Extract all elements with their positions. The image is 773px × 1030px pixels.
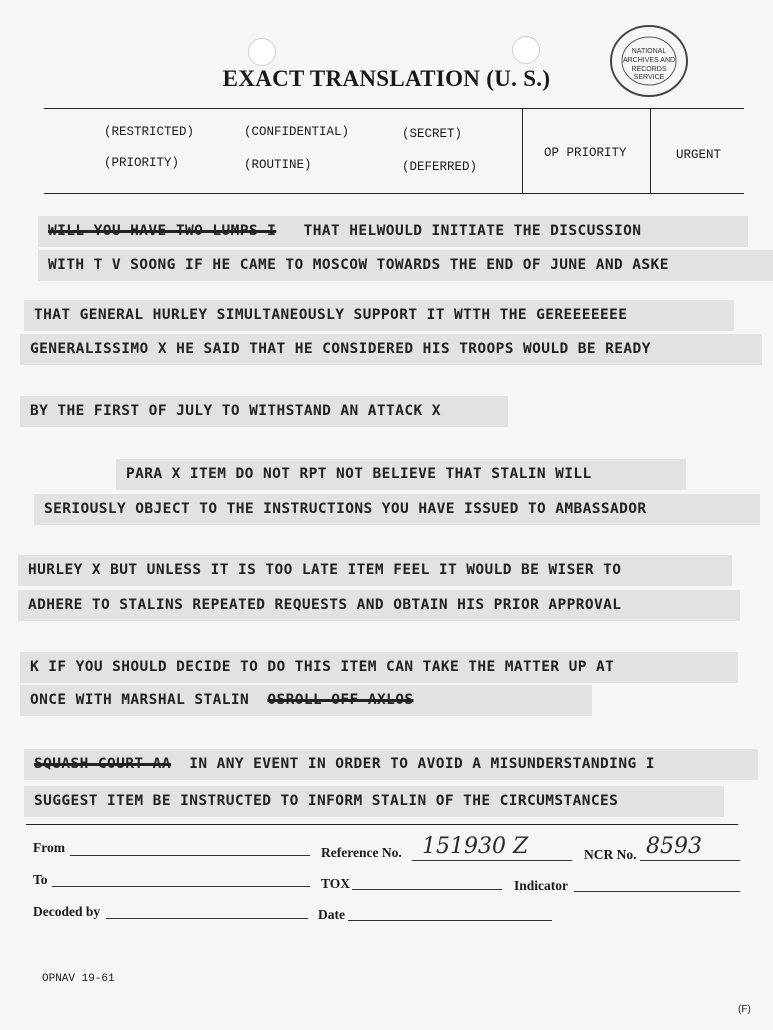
message-line bbox=[18, 555, 732, 586]
op-priority-label: OP PRIORITY bbox=[544, 146, 627, 160]
tox-label: TOX bbox=[321, 876, 351, 891]
message-line bbox=[18, 590, 740, 621]
message-text: BY THE FIRST OF JULY TO WITHSTAND AN ATTACK X bbox=[30, 403, 441, 419]
reference-value: 151930 Z bbox=[422, 834, 529, 859]
punch-hole-left bbox=[248, 38, 276, 66]
svg-text:SERVICE: SERVICE bbox=[633, 74, 665, 81]
to-field bbox=[52, 886, 310, 887]
message-text: SUGGEST ITEM BE INSTRUCTED TO INFORM STALIN OF THE CIRCUMSTANCES bbox=[34, 793, 619, 809]
message-text: WITH T V SOONG IF HE CAME TO MOSCOW TOWARDS THE END OF JUNE AND ASKE bbox=[48, 257, 669, 273]
footer-rule bbox=[26, 824, 738, 825]
svg-text:RECORDS: RECORDS bbox=[631, 66, 667, 73]
message-line bbox=[38, 250, 773, 281]
form-number: OPNAV 19-61 bbox=[42, 973, 115, 985]
message-line bbox=[20, 396, 508, 427]
message-line bbox=[38, 216, 748, 247]
divider bbox=[522, 109, 523, 193]
message-text: PARA X ITEM DO NOT RPT NOT BELIEVE THAT STALIN WILL bbox=[126, 466, 592, 482]
message-line bbox=[20, 685, 592, 716]
struck-text: WILL YOU HAVE TWO LUMPS I bbox=[48, 223, 277, 239]
struck-text: OSROLL OFF AXLOS bbox=[267, 692, 414, 708]
message-text: ADHERE TO STALINS REPEATED REQUESTS AND OBTAIN HIS PRIOR APPROVAL bbox=[28, 597, 622, 613]
indicator-field bbox=[574, 891, 740, 892]
message-text: GENERALISSIMO X HE SAID THAT HE CONSIDERED HIS TROOPS WOULD BE READY bbox=[30, 341, 651, 357]
ncr-label: NCR No. bbox=[584, 847, 637, 862]
divider bbox=[650, 109, 651, 193]
message-line bbox=[34, 494, 760, 525]
from-label: From bbox=[33, 840, 65, 855]
restricted-label: (RESTRICTED) bbox=[104, 125, 195, 139]
document-title: EXACT TRANSLATION (U. S.) bbox=[222, 66, 551, 91]
message-line bbox=[24, 786, 724, 817]
page-mark: (F) bbox=[738, 1004, 751, 1015]
deferred-label: (DEFERRED) bbox=[402, 160, 478, 174]
message-line bbox=[116, 459, 686, 490]
reference-field bbox=[412, 860, 572, 861]
message-text: K IF YOU SHOULD DECIDE TO DO THIS ITEM CAN TAKE THE MATTER UP AT bbox=[30, 659, 615, 675]
message-line bbox=[20, 334, 762, 365]
ncr-field bbox=[640, 860, 740, 861]
confidential-label: (CONFIDENTIAL) bbox=[244, 125, 350, 139]
from-field bbox=[70, 855, 310, 856]
date-label: Date bbox=[318, 907, 345, 922]
message-text: ONCE WITH MARSHAL STALIN bbox=[30, 692, 250, 708]
classification-table bbox=[44, 108, 744, 194]
message-line bbox=[24, 749, 758, 780]
reference-label: Reference No. bbox=[321, 845, 402, 860]
to-label: To bbox=[33, 872, 48, 887]
message-text: THAT HELWOULD INITIATE THE DISCUSSION bbox=[303, 223, 642, 239]
decoded-by-field bbox=[106, 918, 308, 919]
decoded-by-label: Decoded by bbox=[33, 904, 101, 919]
svg-text:NATIONAL: NATIONAL bbox=[631, 48, 667, 55]
secret-label: (SECRET) bbox=[402, 127, 463, 141]
ncr-value: 8593 bbox=[646, 834, 702, 859]
message-line bbox=[20, 652, 738, 683]
message-line bbox=[24, 300, 734, 331]
message-text: HURLEY X BUT UNLESS IT IS TOO LATE ITEM FEEL IT WOULD BE WISER TO bbox=[28, 562, 622, 578]
struck-text: SQUASH COURT AA bbox=[34, 756, 171, 772]
date-field bbox=[348, 920, 552, 921]
message-text: THAT GENERAL HURLEY SIMULTANEOUSLY SUPPORT IT WTTH THE GEREEEEEEE bbox=[34, 307, 628, 323]
priority-label: (PRIORITY) bbox=[104, 156, 180, 170]
tox-field bbox=[352, 889, 502, 890]
message-text: IN ANY EVENT IN ORDER TO AVOID A MISUNDERSTANDING I bbox=[189, 756, 655, 772]
punch-hole-right bbox=[512, 36, 540, 64]
routine-label: (ROUTINE) bbox=[244, 158, 312, 172]
svg-text:ARCHIVES AND: ARCHIVES AND bbox=[622, 57, 676, 64]
indicator-label: Indicator bbox=[514, 878, 568, 893]
urgent-label: URGENT bbox=[676, 148, 722, 162]
message-text: SERIOUSLY OBJECT TO THE INSTRUCTIONS YOU HAVE ISSUED TO AMBASSADOR bbox=[44, 501, 647, 517]
